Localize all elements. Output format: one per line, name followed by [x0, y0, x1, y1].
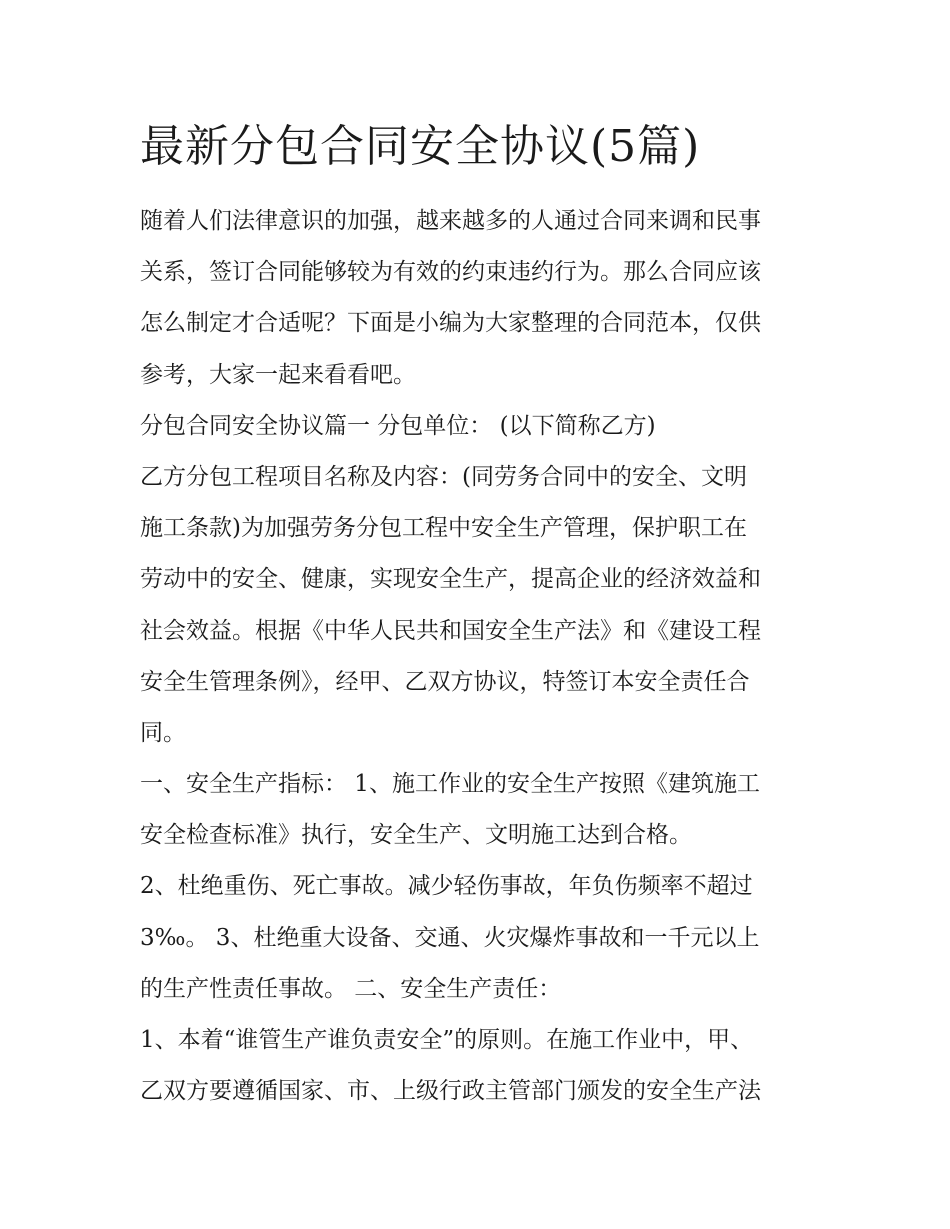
paragraph-line: 2、杜绝重伤、死亡事故。减少轻伤事故，年负伤频率不超过 — [140, 873, 753, 900]
paragraph-line: 的生产性责任事故。 二、安全生产责任： — [140, 975, 562, 1002]
paragraph-line: 分包合同安全协议篇一 分包单位： (以下简称乙方) — [140, 412, 656, 439]
paragraph-line: 一、安全生产指标： 1、施工作业的安全生产按照《建筑施工 — [140, 771, 760, 798]
paragraph-line: 社会效益。根据《中华人民共和国安全生产法》和《建设工程 — [140, 617, 761, 644]
paragraph-line: 劳动中的安全、健康，实现安全生产，提高企业的经济效益和 — [140, 566, 761, 593]
paragraph-line: 乙双方要遵循国家、市、上级行政主管部门颁发的安全生产法 — [140, 1078, 761, 1105]
paragraph-line: 安全生管理条例》，经甲、乙双方协议，特签订本安全责任合 — [140, 668, 750, 695]
paragraph-line: 3‰。 3、杜绝重大设备、交通、火灾爆炸事故和一千元以上 — [140, 924, 760, 951]
paragraph-line: 施工条款)为加强劳务分包工程中安全生产管理，保护职工在 — [140, 515, 747, 542]
paragraph-line: 乙方分包工程项目名称及内容：(同劳务合同中的安全、文明 — [140, 463, 747, 490]
paragraph-line: 安全检查标准》执行，安全生产、文明施工达到合格。 — [140, 822, 692, 849]
paragraph-line: 参考，大家一起来看看吧。 — [140, 361, 416, 388]
paragraph-line: 1、本着“谁管生产谁负责安全”的原则。在施工作业中，甲、 — [140, 1027, 754, 1053]
document-title: 最新分包合同安全协议(5篇) — [140, 121, 701, 172]
document-body — [140, 196, 820, 1117]
paragraph-line: 关系，签订合同能够较为有效的约束违约行为。那么合同应该 — [140, 259, 761, 286]
paragraph-line: 随着人们法律意识的加强，越来越多的人通过合同来调和民事 — [140, 208, 761, 234]
paragraph-line: 同。 — [140, 719, 186, 746]
paragraph-line: 怎么制定才合适呢？下面是小编为大家整理的合同范本，仅供 — [140, 310, 761, 337]
